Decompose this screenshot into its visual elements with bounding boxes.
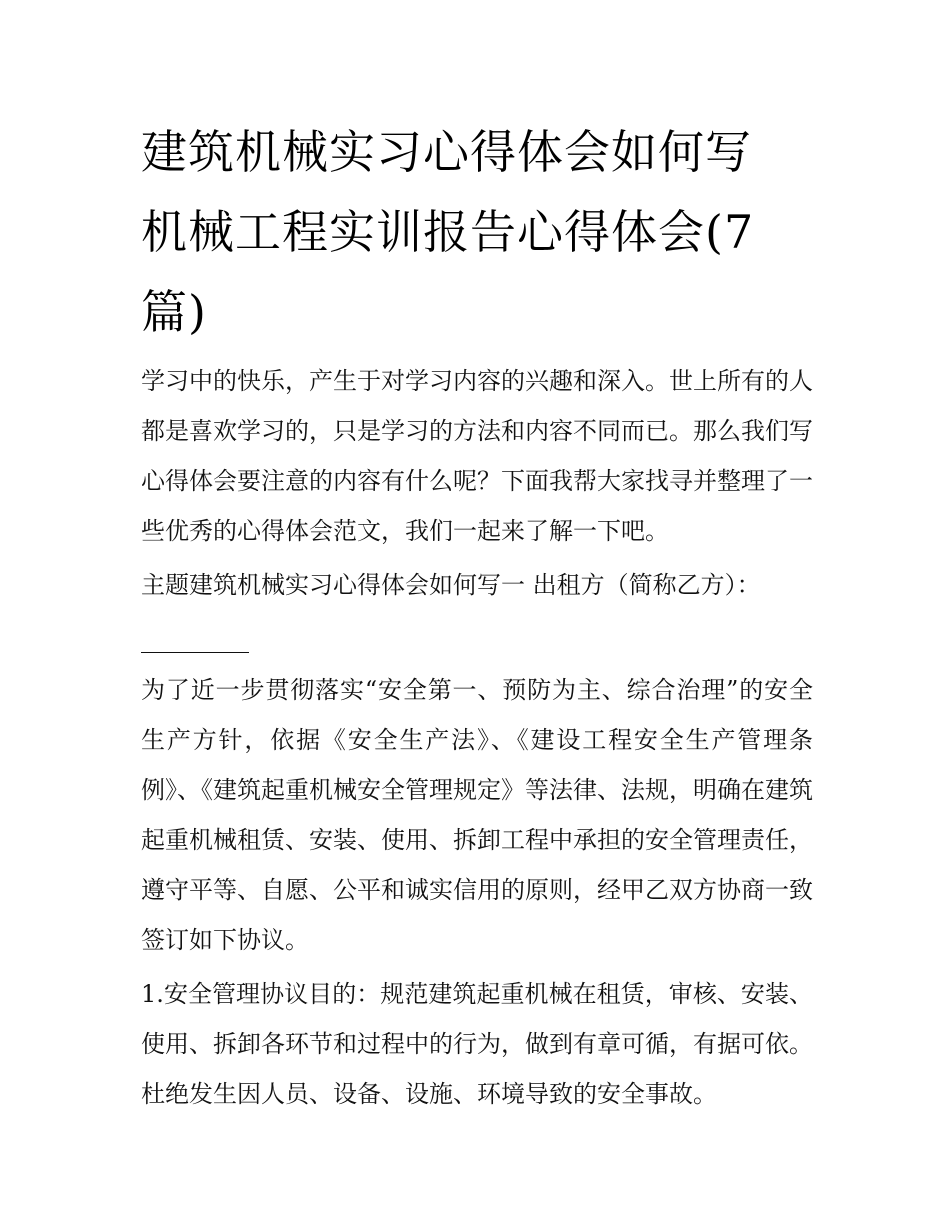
agreement-paragraph: 为了近一步贯彻落实“安全第一、预防为主、综合治理”的安全生产方针，依据《安全生产法》、《建设工程安全生产管理条例》、《建筑起重机械安全管理规定》等法律、法规，明确在建筑起重机械租赁、安装、使用、拆卸工程中承担的安全管理责任，遵守平等、自愿、公平和诚实信用的原则，经甲乙双方协商一致签订如下协议。 [141, 676, 813, 954]
intro-paragraph: 学习中的快乐，产生于对学习内容的兴趣和深入。世上所有的人都是喜欢学习的，只是学习的方法和内容不同而已。那么我们写心得体会要注意的内容有什么呢？下面我帮大家找寻并整理了一些优秀的心得体会范文，我们一起来了解一下吧。 [141, 367, 813, 545]
document-title [141, 112, 813, 352]
document-content [141, 112, 813, 1119]
title-line-2: 机械工程实训报告心得体会(7 [141, 205, 755, 259]
subject-line: 主题建筑机械实习心得体会如何写一 出租方（简称乙方）： [141, 571, 761, 599]
title-line-3: 篇) [141, 285, 207, 339]
title-line-1: 建筑机械实习心得体会如何写 [141, 125, 752, 179]
fill-in-blank-line [141, 652, 249, 653]
list-item-1: 1.安全管理协议目的：规范建筑起重机械在租赁，审核、安装、使用、拆卸各环节和过程中的行为，做到有章可循，有据可依。杜绝发生因人员、设备、设施、环境导致的安全事故。 [141, 980, 813, 1108]
